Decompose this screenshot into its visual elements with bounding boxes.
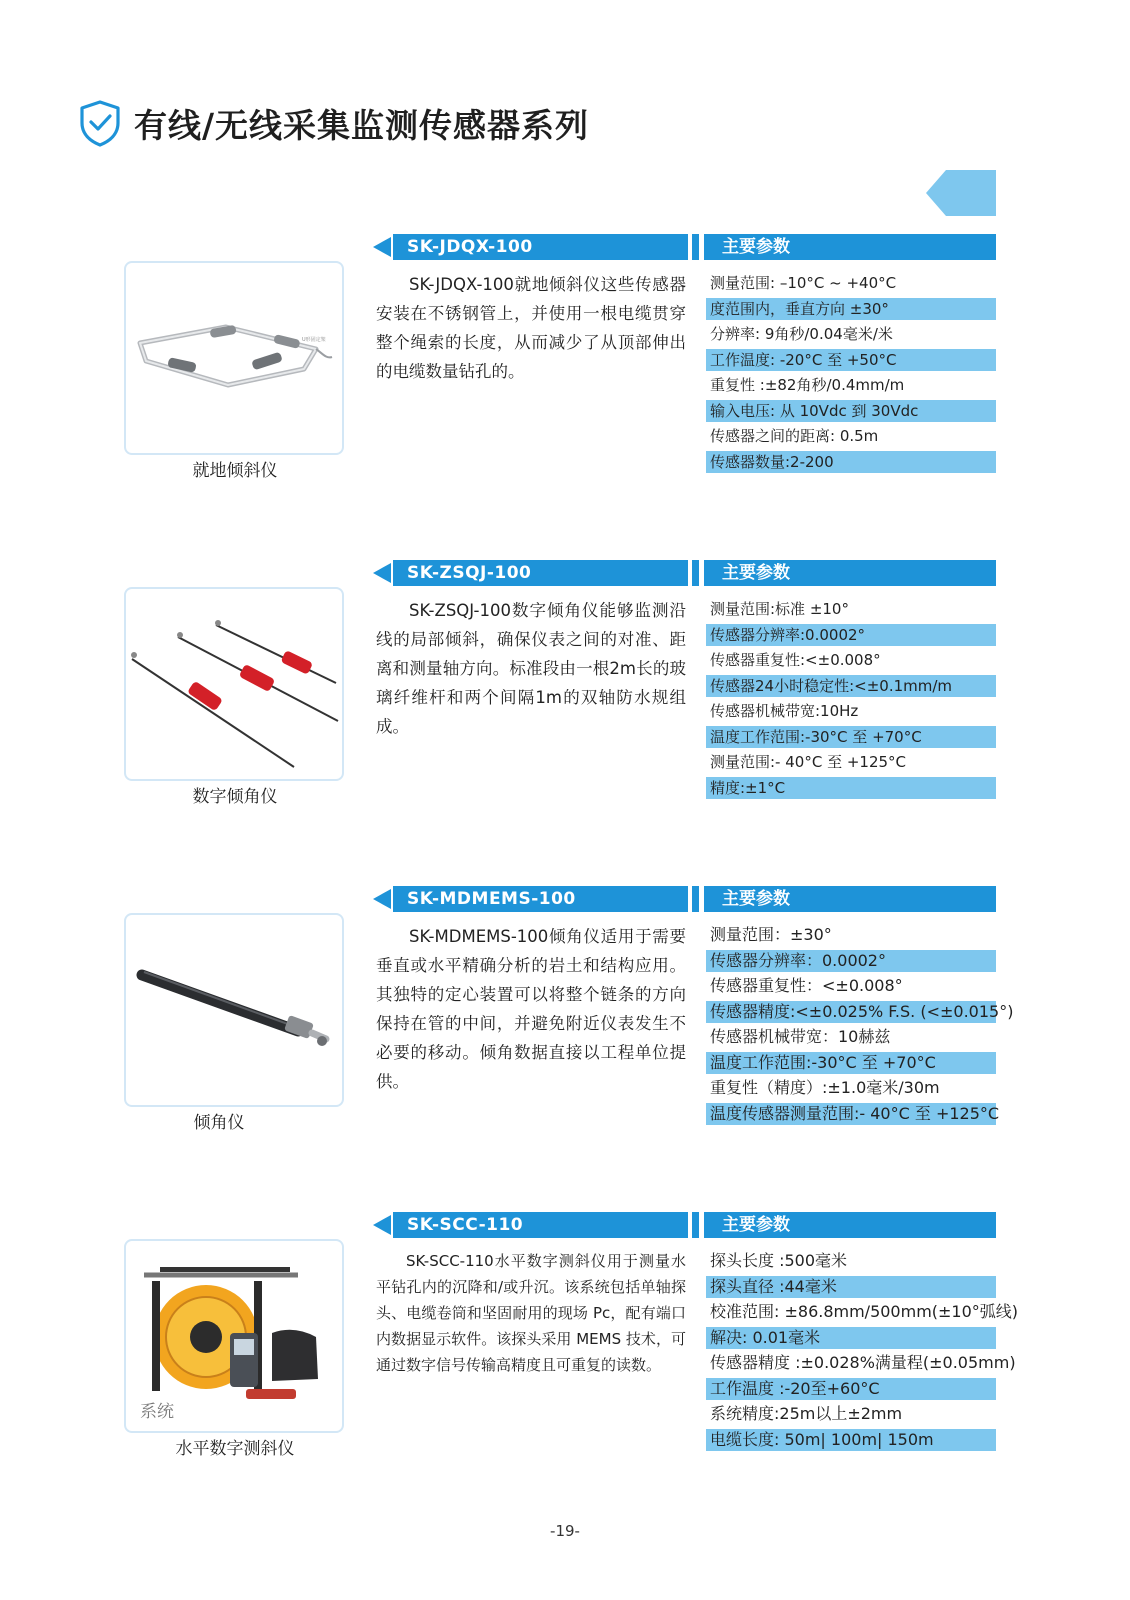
divider [692,1212,699,1238]
param-item: 精度:±1°C [706,777,996,799]
model-name: SK-MDMEMS-100 [407,889,576,909]
divider [692,886,699,912]
param-item: 重复性（精度）:±1.0毫米/30m [710,1078,940,1097]
model-header-bar [373,234,688,260]
product-description: SK-JDQX-100就地倾斜仪这些传感器安装在不锈钢管上，并使用一根电缆贯穿整个绳索的长度，从而减少了从顶部伸出的电缆数量钻孔的。 [376,275,686,381]
divider [692,234,699,260]
product-section [0,1212,1130,1512]
product-description: SK-ZSQJ-100数字倾角仪能够监测沿线的局部倾斜，确保仪表之间的对准、距离和测量轴方向。标准段由一根2m长的玻璃纤维杆和两个间隔1m的双轴防水规组成。 [376,601,686,736]
params-list [706,598,996,802]
param-item: 传感器分辨率:0.0002° [706,624,996,646]
param-item: 温度传感器测量范围:- 40°C 至 +125°C [706,1103,996,1125]
param-item: 工作温度: -20°C 至 +50°C [706,349,996,371]
params-header: 主要参数 [722,1215,790,1235]
param-item: 传感器精度:<±0.025% F.S. (<±0.015°) [706,1001,996,1023]
param-item: 解决: 0.01毫米 [706,1327,996,1349]
left-arrow-icon [373,1215,391,1235]
params-header: 主要参数 [722,237,790,257]
param-item: 输入电压: 从 10Vdc 到 30Vdc [706,400,996,422]
param-item: 度范围内，垂直方向 ±30° [706,298,996,320]
param-item: 温度工作范围:-30°C 至 +70°C [706,726,996,748]
params-header-bar [704,234,996,260]
param-item: 测量范围: –10°C ~ +40°C [710,274,897,292]
param-item: 校准范围: ±86.8mm/500mm(±10°弧线) [710,1302,1019,1321]
params-list [706,1250,1019,1454]
param-item: 传感器数量:2-200 [706,451,996,473]
corner-tab-decoration [926,170,996,216]
param-item: 重复性 :±82角秒/0.4mm/m [710,376,905,394]
product-description: SK-MDMEMS-100倾角仪适用于需要垂直或水平精确分析的岩土和结构应用。其独特的定心装置可以将整个链条的方向保持在管的中间，并避免附近仪表发生不必要的移动。倾角数据直接以工程单位提供。 [376,927,686,1091]
page-title: 有线/无线采集监测传感器系列 [134,105,590,145]
left-arrow-icon [373,237,391,257]
param-item: 测量范围：±30° [710,925,832,944]
page-header [78,98,589,148]
product-caption: 数字倾角仪 [192,787,278,807]
param-item: 传感器24小时稳定性:<±0.1mm/m [706,675,996,697]
model-header-bar [373,560,688,586]
param-item: 系统精度:25m以上±2mm [710,1404,903,1423]
left-arrow-icon [373,563,391,583]
inclinometer-probe-image [126,915,342,1105]
param-item: 传感器重复性：<±0.008° [710,976,903,995]
param-item: 传感器机械带宽：10赫兹 [710,1027,891,1046]
image-system-label: 系统 [140,1402,174,1422]
param-item: 测量范围:标准 ±10° [710,600,849,618]
params-header: 主要参数 [722,889,790,909]
product-description: SK-SCC-110水平数字测斜仪用于测量水平钻孔内的沉降和/或升沉。该系统包括单轴探头、电缆卷筒和坚固耐用的现场 Pc，配有端口内数据显示软件。该探头采用 MEMS 技术，可通过数字信号传输高精度且可重复的读数。 [376,1252,686,1374]
params-header-bar [704,1212,996,1238]
product-section [0,234,1130,534]
params-header: 主要参数 [722,563,790,583]
model-header-bar [373,886,688,912]
param-item: 传感器分辨率：0.0002° [706,950,996,972]
image-small-label: U形固定架 [302,337,326,343]
param-item: 探头直径 :44毫米 [706,1276,996,1298]
param-item: 传感器之间的距离: 0.5m [710,427,879,445]
param-item: 温度工作范围:-30°C 至 +70°C [706,1052,996,1074]
param-item: 电缆长度: 50m| 100m| 150m [706,1429,996,1451]
product-image-frame [124,913,344,1107]
divider [692,560,699,586]
param-item: 工作温度 :-20至+60°C [706,1378,996,1400]
product-caption: 就地倾斜仪 [192,461,278,481]
product-image-frame [124,261,344,455]
product-caption: 水平数字测斜仪 [175,1439,295,1459]
model-name: SK-ZSQJ-100 [407,563,532,583]
param-item: 传感器重复性:<±0.008° [710,651,881,669]
product-section [0,560,1130,860]
product-image-frame [124,1239,344,1433]
model-header-bar [373,1212,688,1238]
param-item: 探头长度 :500毫米 [710,1251,848,1270]
left-arrow-icon [373,889,391,909]
params-list [706,924,1014,1128]
model-name: SK-JDQX-100 [407,237,533,257]
horizontal-inclinometer-system-image [126,1241,342,1431]
model-name: SK-SCC-110 [407,1215,524,1235]
params-header-bar [704,886,996,912]
params-header-bar [704,560,996,586]
param-item: 测量范围:- 40°C 至 +125°C [710,753,907,771]
params-list [706,272,996,476]
param-item: 分辨率: 9角秒/0.04毫米/米 [710,325,893,343]
param-item: 传感器精度 :±0.028%满量程(±0.05mm) [710,1353,1016,1372]
digital-tiltmeter-image [126,589,342,779]
product-section [0,886,1130,1186]
in-place-inclinometer-image [126,263,342,453]
product-image-frame [124,587,344,781]
shield-check-icon [78,99,122,147]
page-number: -19- [550,1522,580,1540]
param-item: 传感器机械带宽:10Hz [710,702,859,720]
product-caption: 倾角仪 [193,1113,245,1133]
